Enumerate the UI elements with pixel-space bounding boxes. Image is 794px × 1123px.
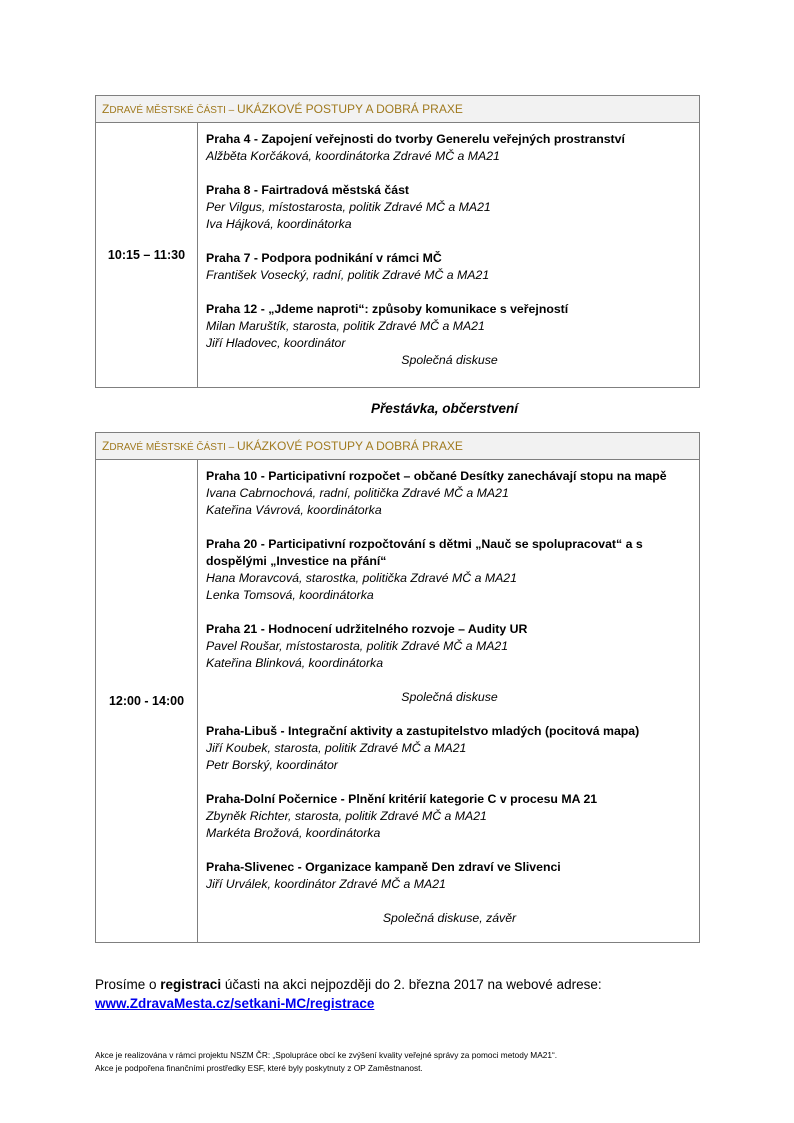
session-speaker: František Vosecký, radní, politik Zdravé MČ a MA21 [206, 268, 490, 282]
discussion-label: Společná diskuse, závěr [382, 911, 517, 925]
session-item [206, 182, 693, 233]
footer-note [95, 1049, 557, 1075]
session-item [206, 250, 693, 284]
program-table-2 [95, 432, 700, 943]
registration-note [95, 975, 602, 1013]
table-header [96, 96, 699, 123]
header-prefix: DRAVÉ MĚSTSKÉ ČÁSTI – [109, 105, 237, 116]
session-speaker: Petr Borský, koordinátor [206, 758, 338, 772]
session-item [206, 859, 693, 893]
session-speaker: Jiří Hladovec, koordinátor [206, 336, 346, 350]
session-item [206, 301, 693, 352]
session-title: Praha 8 - Fairtradová městská část [206, 183, 410, 197]
session-item [206, 536, 693, 604]
session-title: Praha 12 - „Jdeme naproti“: způsoby komunikace s veřejností [206, 302, 569, 316]
header-main-initial: U [236, 102, 246, 116]
session-item [206, 468, 693, 519]
header-prefix: DRAVÉ MĚSTSKÉ ČÁSTI – [109, 442, 237, 453]
session-title: Praha-Dolní Počernice - Plnění kritérií kategorie C v procesu MA 21 [206, 792, 598, 806]
session-title: Praha-Libuš - Integrační aktivity a zastupitelstvo mladých (pocitová mapa) [206, 724, 640, 738]
session-speaker: Per Vilgus, místostarosta, politik Zdravé MČ a MA21 [206, 200, 491, 214]
header-prefix-initial: Z [102, 439, 110, 453]
session-speaker: Milan Maruštík, starosta, politik Zdravé MČ a MA21 [206, 319, 485, 333]
session-speaker: Hana Moravcová, starostka, politička Zdravé MČ a MA21 [206, 571, 517, 585]
header-main: KÁZKOVÉ POSTUPY A DOBRÁ PRAXE [245, 102, 463, 116]
header-main-initial: U [236, 439, 246, 453]
header-prefix-initial: Z [102, 102, 110, 116]
session-speaker: Pavel Roušar, místostarosta, politik Zdravé MČ a MA21 [206, 639, 509, 653]
session-item [206, 131, 693, 165]
session-list [198, 123, 699, 387]
footer-line: Akce je realizována v rámci projektu NSZM ČR: „Spolupráce obcí ke zvýšení kvality veřejné správy za pomoci metody MA21“. [95, 1050, 558, 1060]
session-speaker: Iva Hájková, koordinátorka [206, 217, 352, 231]
registration-keyword: registraci [160, 977, 222, 992]
registration-text: Prosíme o [95, 977, 161, 992]
session-speaker: Alžběta Korčáková, koordinátorka Zdravé MČ a MA21 [206, 149, 500, 163]
session-item [206, 621, 693, 672]
session-item [206, 723, 693, 774]
session-title: Praha 21 - Hodnocení udržitelného rozvoje – Audity UR [206, 622, 528, 636]
session-speaker: Kateřina Blinková, koordinátorka [206, 656, 384, 670]
discussion-label: Společná diskuse [401, 690, 498, 704]
session-speaker: Markéta Brožová, koordinátorka [206, 826, 381, 840]
table-header [96, 433, 699, 460]
session-speaker: Ivana Cabrnochová, radní, politička Zdravé MČ a MA21 [206, 486, 509, 500]
time-slot: 12:00 - 14:00 [96, 460, 198, 942]
break-label: Přestávka, občerstvení [370, 401, 519, 416]
session-speaker: Jiří Urválek, koordinátor Zdravé MČ a MA21 [206, 877, 446, 891]
discussion-label: Společná diskuse [401, 353, 498, 367]
session-speaker: Zbyněk Richter, starosta, politik Zdravé MČ a MA21 [206, 809, 487, 823]
program-table-1 [95, 95, 700, 388]
session-speaker: Lenka Tomsová, koordinátorka [206, 588, 374, 602]
time-slot: 10:15 – 11:30 [96, 123, 198, 387]
session-title: Praha 4 - Zapojení veřejnosti do tvorby Generelu veřejných prostranství [206, 132, 625, 146]
session-title: Praha 20 - Participativní rozpočtování s dětmi „Nauč se spolupracovat“ a s dospělými „Investice na přání“ [206, 537, 643, 568]
session-speaker: Jiří Koubek, starosta, politik Zdravé MČ a MA21 [206, 741, 467, 755]
session-title: Praha-Slivenec - Organizace kampaně Den zdraví ve Slivenci [206, 860, 561, 874]
session-list [198, 460, 699, 942]
registration-text-rest: účasti na akci nejpozději do 2. března 2017 na webové adrese: [221, 977, 602, 992]
session-item [206, 791, 693, 842]
registration-link[interactable]: www.ZdravaMesta.cz/setkani-MC/registrace [95, 996, 375, 1011]
header-main: KÁZKOVÉ POSTUPY A DOBRÁ PRAXE [245, 439, 463, 453]
session-title: Praha 7 - Podpora podnikání v rámci MČ [206, 251, 442, 265]
session-speaker: Kateřina Vávrová, koordinátorka [206, 503, 382, 517]
footer-line: Akce je podpořena finančními prostředky ESF, které byly poskytnuty z OP Zaměstnanost. [95, 1063, 423, 1073]
session-title: Praha 10 - Participativní rozpočet – občané Desítky zanechávají stopu na mapě [206, 469, 667, 483]
